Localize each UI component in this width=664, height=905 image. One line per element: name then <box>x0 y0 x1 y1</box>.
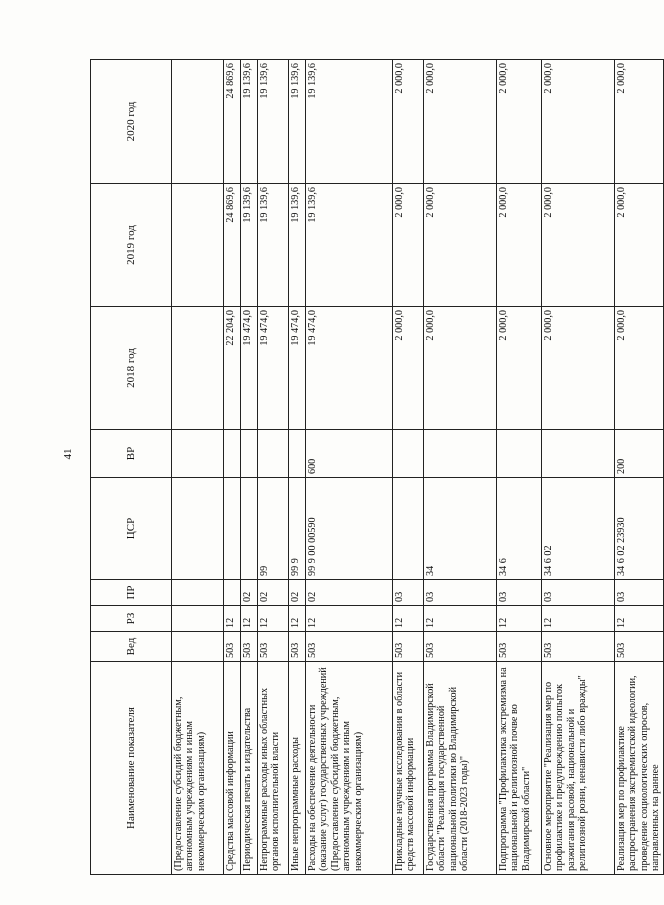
cell-vr <box>258 430 289 478</box>
cell-ved: 503 <box>241 632 258 662</box>
cell-csr: 99 9 00 00590 <box>306 478 393 580</box>
cell-pr: 02 <box>258 580 289 606</box>
cell-ved: 503 <box>258 632 289 662</box>
cell-rz: 12 <box>306 606 393 632</box>
column-header: ЦСР <box>91 478 172 580</box>
cell-pr: 02 <box>306 580 393 606</box>
table-row <box>393 60 424 875</box>
cell-ved: 503 <box>393 632 424 662</box>
cell-rz: 12 <box>289 606 306 632</box>
cell-y2019: 2 000,0 <box>393 184 424 307</box>
cell-vr <box>241 430 258 478</box>
table-row <box>289 60 306 875</box>
cell-y2020: 19 139,6 <box>306 60 393 184</box>
cell-ved: 503 <box>306 632 393 662</box>
table-row <box>258 60 289 875</box>
column-header: 2019 год <box>91 184 172 307</box>
column-header: 2020 год <box>91 60 172 184</box>
cell-ved: 503 <box>424 632 497 662</box>
budget-table <box>90 59 664 875</box>
cell-csr: 99 9 <box>289 478 306 580</box>
cell-y2020: 2 000,0 <box>615 60 664 184</box>
cell-y2018: 22 204,0 <box>224 307 241 430</box>
cell-rz: 12 <box>224 606 241 632</box>
cell-csr: 34 6 <box>497 478 542 580</box>
column-header: Вед <box>91 632 172 662</box>
cell-y2020: 2 000,0 <box>393 60 424 184</box>
cell-y2018: 19 474,0 <box>241 307 258 430</box>
cell-y2018 <box>172 307 224 430</box>
column-header: ВР <box>91 430 172 478</box>
cell-vr <box>172 430 224 478</box>
cell-y2018: 2 000,0 <box>497 307 542 430</box>
cell-y2018: 19 474,0 <box>258 307 289 430</box>
cell-y2020: 2 000,0 <box>424 60 497 184</box>
cell-y2018: 2 000,0 <box>615 307 664 430</box>
cell-name: Прикладные научные исследования в области средств массовой информации <box>393 662 424 875</box>
cell-y2019: 2 000,0 <box>424 184 497 307</box>
cell-csr: 34 6 02 <box>542 478 615 580</box>
cell-vr <box>542 430 615 478</box>
table-row <box>615 60 664 875</box>
cell-csr: 34 6 02 23930 <box>615 478 664 580</box>
cell-rz: 12 <box>258 606 289 632</box>
cell-y2020: 19 139,6 <box>258 60 289 184</box>
table-row <box>542 60 615 875</box>
cell-y2019: 19 139,6 <box>241 184 258 307</box>
cell-y2018: 2 000,0 <box>542 307 615 430</box>
cell-y2018: 19 474,0 <box>289 307 306 430</box>
cell-rz: 12 <box>497 606 542 632</box>
cell-y2018: 2 000,0 <box>424 307 497 430</box>
cell-vr <box>424 430 497 478</box>
cell-pr: 03 <box>542 580 615 606</box>
cell-ved <box>172 632 224 662</box>
cell-ved: 503 <box>224 632 241 662</box>
page-number: 41 <box>62 448 74 460</box>
table-row <box>172 60 224 875</box>
cell-rz: 12 <box>393 606 424 632</box>
column-header: Наименование показателя <box>91 662 172 875</box>
cell-pr: 02 <box>289 580 306 606</box>
cell-vr <box>393 430 424 478</box>
cell-name: Периодическая печать и издательства <box>241 662 258 875</box>
cell-rz: 12 <box>424 606 497 632</box>
table-row <box>241 60 258 875</box>
cell-y2018: 19 474,0 <box>306 307 393 430</box>
table-row <box>497 60 542 875</box>
cell-name: Непрограммные расходы иных областных органов исполнительной власти <box>258 662 289 875</box>
table-header <box>91 60 172 875</box>
cell-y2019 <box>172 184 224 307</box>
cell-rz: 12 <box>615 606 664 632</box>
table-row <box>224 60 241 875</box>
table-row <box>424 60 497 875</box>
cell-y2019: 24 869,6 <box>224 184 241 307</box>
cell-name: Государственная программа Владимирской области "Реализация государственной национальной политики во Владимирской области (2018-2023 годы)" <box>424 662 497 875</box>
column-header: 2018 год <box>91 307 172 430</box>
cell-vr <box>289 430 306 478</box>
cell-y2019: 19 139,6 <box>289 184 306 307</box>
cell-name: Расходы на обеспечение деятельности (оказание услуг) государственных учреждений (Предоставление субсидий бюджетным, автономным учреждениям и иным некоммерческим организациям) <box>306 662 393 875</box>
cell-csr <box>393 478 424 580</box>
cell-rz: 12 <box>542 606 615 632</box>
cell-pr: 03 <box>393 580 424 606</box>
cell-csr: 99 <box>258 478 289 580</box>
cell-y2020: 24 869,6 <box>224 60 241 184</box>
cell-vr: 200 <box>615 430 664 478</box>
cell-name: Средства массовой информации <box>224 662 241 875</box>
cell-name: (Предоставление субсидий бюджетным, автономным учреждениям и иным некоммерческим организациям) <box>172 662 224 875</box>
cell-pr: 02 <box>241 580 258 606</box>
cell-ved: 503 <box>542 632 615 662</box>
cell-ved: 503 <box>289 632 306 662</box>
cell-ved: 503 <box>497 632 542 662</box>
cell-vr: 600 <box>306 430 393 478</box>
cell-name: Подпрограмма "Профилактика экстремизма на национальной и религиозной почве во Владимирской области" <box>497 662 542 875</box>
cell-csr <box>224 478 241 580</box>
cell-name: Иные непрограммные расходы <box>289 662 306 875</box>
cell-pr: 03 <box>424 580 497 606</box>
cell-name: Реализация мер по профилактике распространения экстремистской идеологии, проведение социологических опросов, направленных на раннее <box>615 662 664 875</box>
cell-pr <box>224 580 241 606</box>
cell-y2018: 2 000,0 <box>393 307 424 430</box>
cell-y2019: 2 000,0 <box>542 184 615 307</box>
cell-pr <box>172 580 224 606</box>
cell-y2019: 2 000,0 <box>497 184 542 307</box>
table-row <box>306 60 393 875</box>
cell-csr: 34 <box>424 478 497 580</box>
cell-pr: 03 <box>497 580 542 606</box>
budget-table-wrapper <box>90 60 662 875</box>
cell-vr <box>497 430 542 478</box>
cell-name: Основное мероприятие "Реализация мер по профилактике и предупреждению попыток разжигания расовой, национальной и религиозной розни, ненависти либо вражды" <box>542 662 615 875</box>
cell-pr: 03 <box>615 580 664 606</box>
cell-vr <box>224 430 241 478</box>
cell-y2019: 19 139,6 <box>306 184 393 307</box>
cell-y2020: 2 000,0 <box>542 60 615 184</box>
column-header: РЗ <box>91 606 172 632</box>
cell-ved: 503 <box>615 632 664 662</box>
cell-y2019: 19 139,6 <box>258 184 289 307</box>
cell-y2020: 19 139,6 <box>241 60 258 184</box>
cell-y2020 <box>172 60 224 184</box>
cell-y2020: 2 000,0 <box>497 60 542 184</box>
cell-rz <box>172 606 224 632</box>
cell-rz: 12 <box>241 606 258 632</box>
cell-y2019: 2 000,0 <box>615 184 664 307</box>
cell-csr <box>172 478 224 580</box>
cell-y2020: 19 139,6 <box>289 60 306 184</box>
cell-csr <box>241 478 258 580</box>
column-header: ПР <box>91 580 172 606</box>
